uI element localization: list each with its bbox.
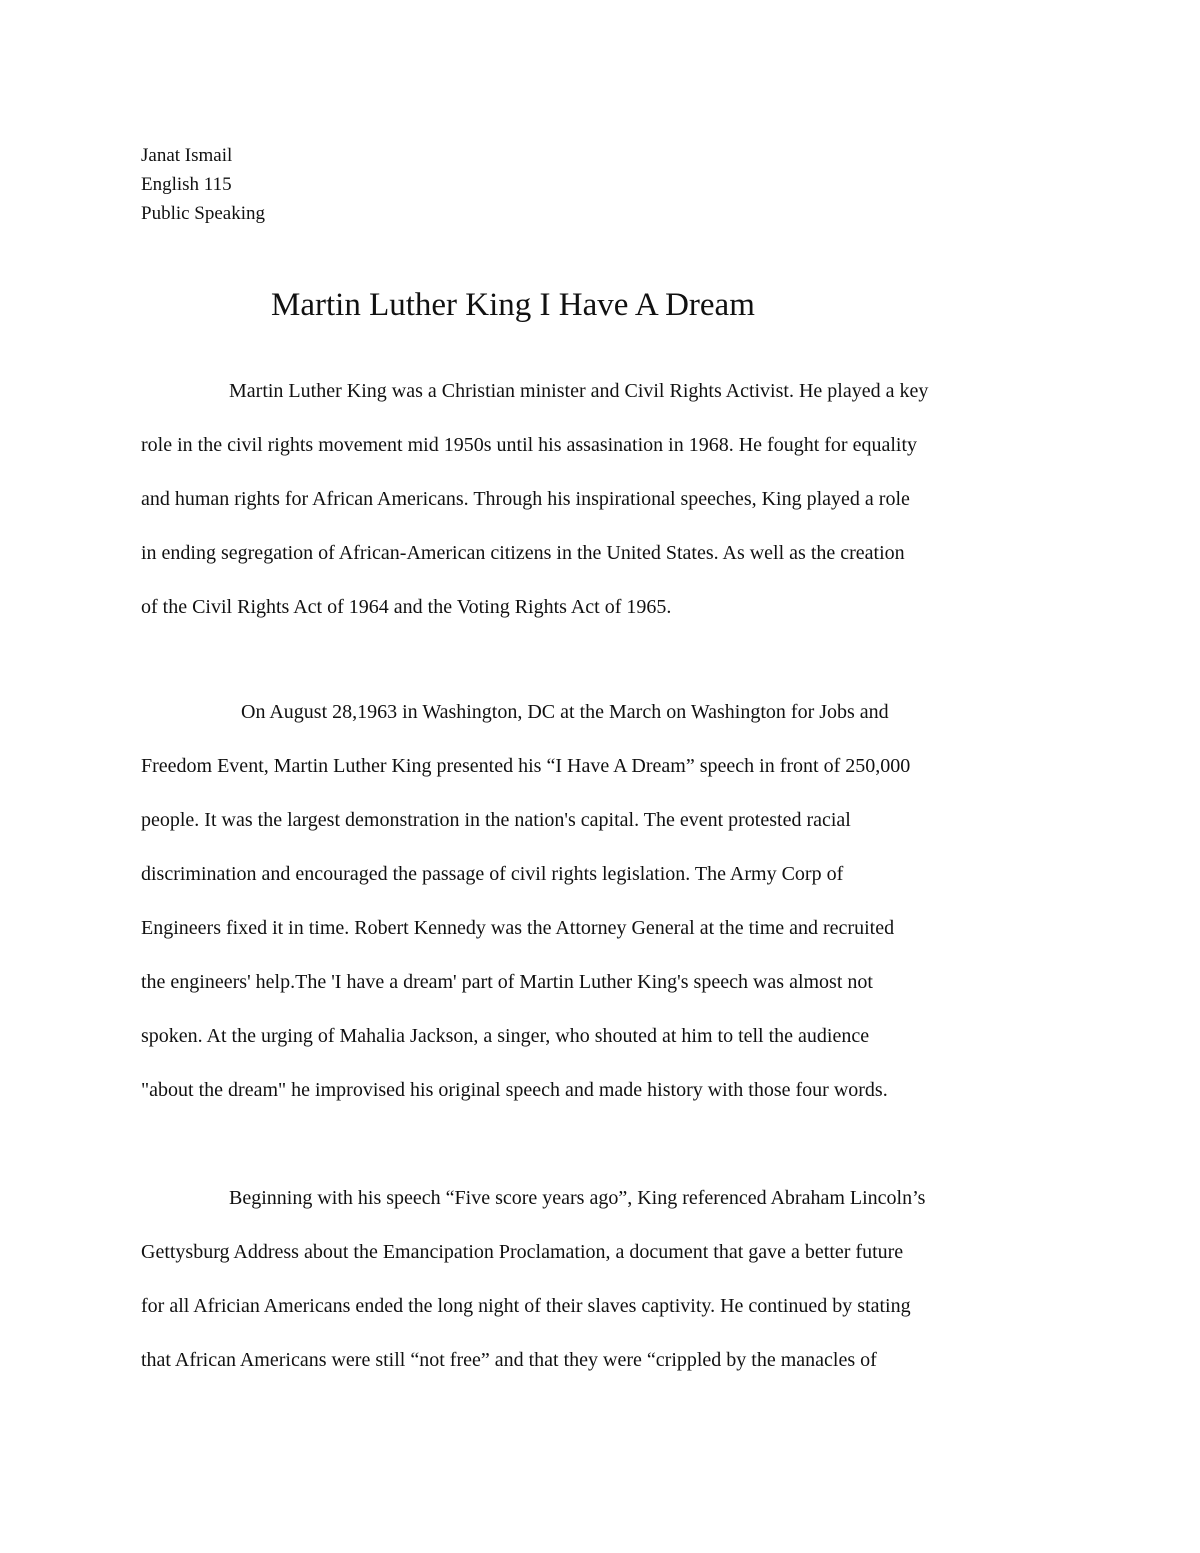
paragraph-1-line-1: Martin Luther King was a Christian minister and Civil Rights Activist. He played a key <box>229 380 929 402</box>
course-name: English 115 <box>141 174 232 195</box>
document-title: Martin Luther King I Have A Dream <box>271 287 755 323</box>
paragraph-1-line-4: in ending segregation of African-American citizens in the United States. As well as the creation <box>141 542 905 564</box>
paragraph-2-line-3: people. It was the largest demonstration in the nation's capital. The event protested racial <box>141 809 851 831</box>
paragraph-2-line-6: the engineers' help.The 'I have a dream' part of Martin Luther King's speech was almost not <box>141 971 873 993</box>
class-name: Public Speaking <box>141 203 266 224</box>
paragraph-1-line-5: of the Civil Rights Act of 1964 and the Voting Rights Act of 1965. <box>141 596 672 618</box>
document-header <box>141 141 265 228</box>
paragraph-2-line-1: On August 28,1963 in Washington, DC at the March on Washington for Jobs and <box>241 701 889 723</box>
paragraph-3-line-3: for all Africian Americans ended the long night of their slaves captivity. He continued by stating <box>141 1295 911 1317</box>
paragraph-1-line-3: and human rights for African Americans. Through his inspirational speeches, King played a role <box>141 488 910 510</box>
paragraph-2-line-2: Freedom Event, Martin Luther King presented his “I Have A Dream” speech in front of 250,000 <box>141 755 911 777</box>
paragraph-1-line-2: role in the civil rights movement mid 1950s until his assasination in 1968. He fought for equality <box>141 434 918 456</box>
author-name: Janat Ismail <box>141 145 233 166</box>
paragraph-2-line-7: spoken. At the urging of Mahalia Jackson, a singer, who shouted at him to tell the audience <box>141 1025 870 1047</box>
paragraph-2-line-4: discrimination and encouraged the passage of civil rights legislation. The Army Corp of <box>141 863 844 885</box>
paragraph-2-line-8: "about the dream" he improvised his original speech and made history with those four words. <box>141 1079 888 1101</box>
paragraph-3-line-2: Gettysburg Address about the Emancipation Proclamation, a document that gave a better future <box>141 1241 904 1263</box>
paragraph-3-line-4: that African Americans were still “not free” and that they were “crippled by the manacles of <box>141 1349 877 1371</box>
paragraph-2-line-5: Engineers fixed it in time. Robert Kennedy was the Attorney General at the time and recruited <box>141 917 895 939</box>
paragraph-3-line-1: Beginning with his speech “Five score years ago”, King referenced Abraham Lincoln’s <box>229 1187 926 1209</box>
